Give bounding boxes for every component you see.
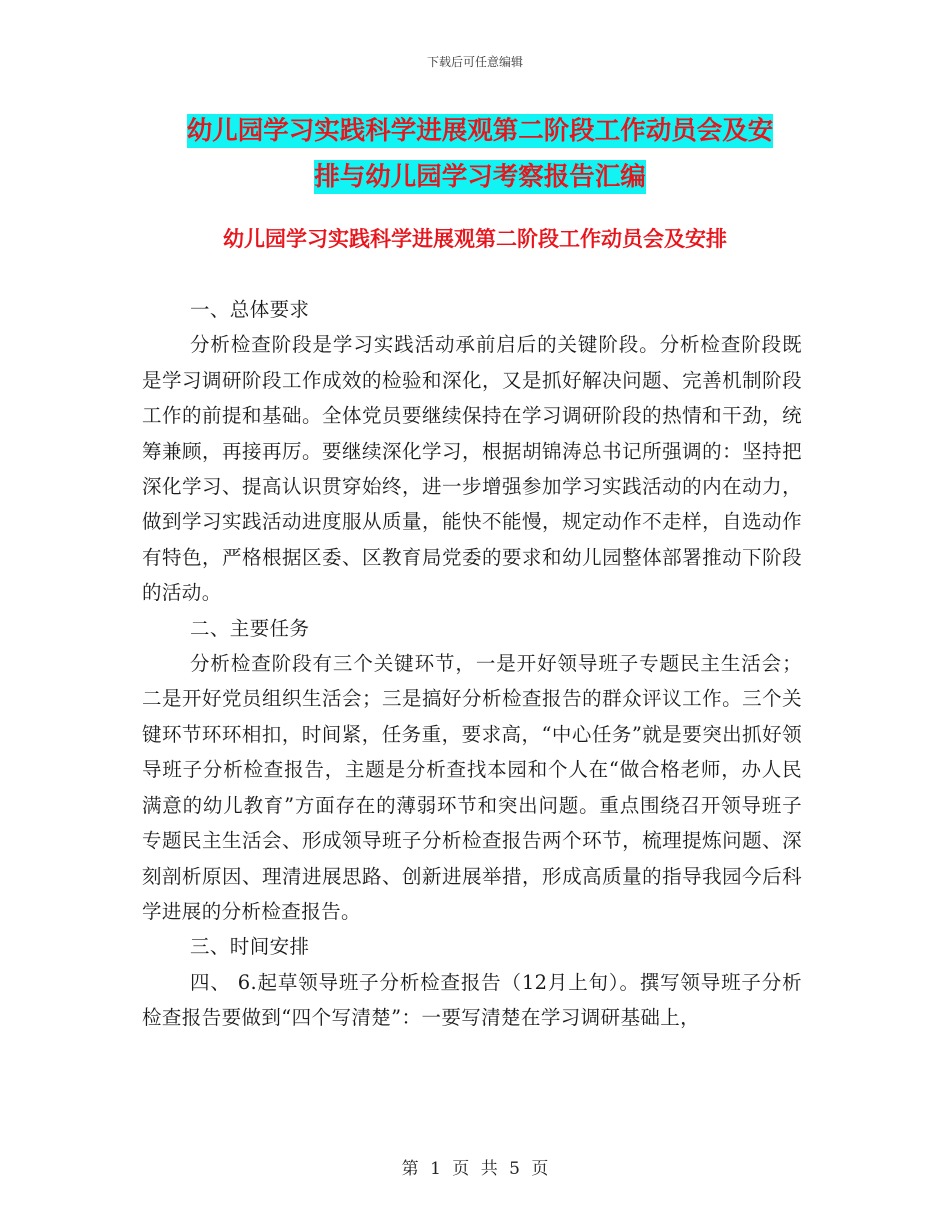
header-note: 下载后可任意编辑 xyxy=(426,55,523,69)
document-title-line-1: 幼儿园学习实践科学进展观第二阶段工作动员会及安 xyxy=(186,116,774,146)
paragraph-main-tasks: 分析检查阶段有三个关键环节，一是开好领导班子专题民主生活会；二是开好党员组织生活会；三是搞好分析检查报告的群众评议工作。三个关键环节环环相扣，时间紧，任务重，要求高，“中心任务”就是要突出抓好领导班子分析检查报告，主题是分析查找本园和个人在“做合格老师，办人民满意的幼儿教育”方面存在的薄弱环节和突出问题。重点围绕召开领导班子专题民主生活会、形成领导班子分析检查报告两个环节，梳理提炼问题、深刻剖析原因、理清进展思路、创新进展举措，形成高质量的指导我园今后科学进展的分析检查报告。 xyxy=(142,652,802,923)
heading-main-tasks: 二、主要任务 xyxy=(190,616,310,640)
document-title-line-2: 排与幼儿园学习考察报告汇编 xyxy=(314,162,646,192)
section-title: 幼儿园学习实践科学进展观第二阶段工作动员会及安排 xyxy=(223,227,727,251)
document-title xyxy=(140,108,820,200)
page-footer: 第 1 页 共 5 页 xyxy=(401,1159,549,1179)
heading-overall-requirements: 一、总体要求 xyxy=(190,298,310,321)
paragraph-overall-requirements: 分析检查阶段是学习实践活动承前启后的关键阶段。分析检查阶段既是学习调研阶段工作成效的检验和深化，又是抓好解决问题、完善机制阶段工作的前提和基础。全体党员要继续保持在学习调研阶段的热情和干劲，统筹兼顾，再接再厉。要继续深化学习，根据胡锦涛总书记所强调的：坚持把深化学习、提高认识贯穿始终，进一步增强参加学习实践活动的内在动力，做到学习实践活动进度服从质量，能快不能慢，规定动作不走样，自选动作有特色，严格根据区委、区教育局党委的要求和幼儿园整体部署推动下阶段的活动。 xyxy=(142,333,802,605)
heading-schedule: 三、时间安排 xyxy=(190,935,310,959)
document-body xyxy=(142,292,802,1036)
paragraph-schedule: 四、 6.起草领导班子分析检查报告（12月上旬）。撰写领导班子分析检查报告要做到“四个写清楚”：一要写清楚在学习调研基础上， xyxy=(142,970,802,1030)
